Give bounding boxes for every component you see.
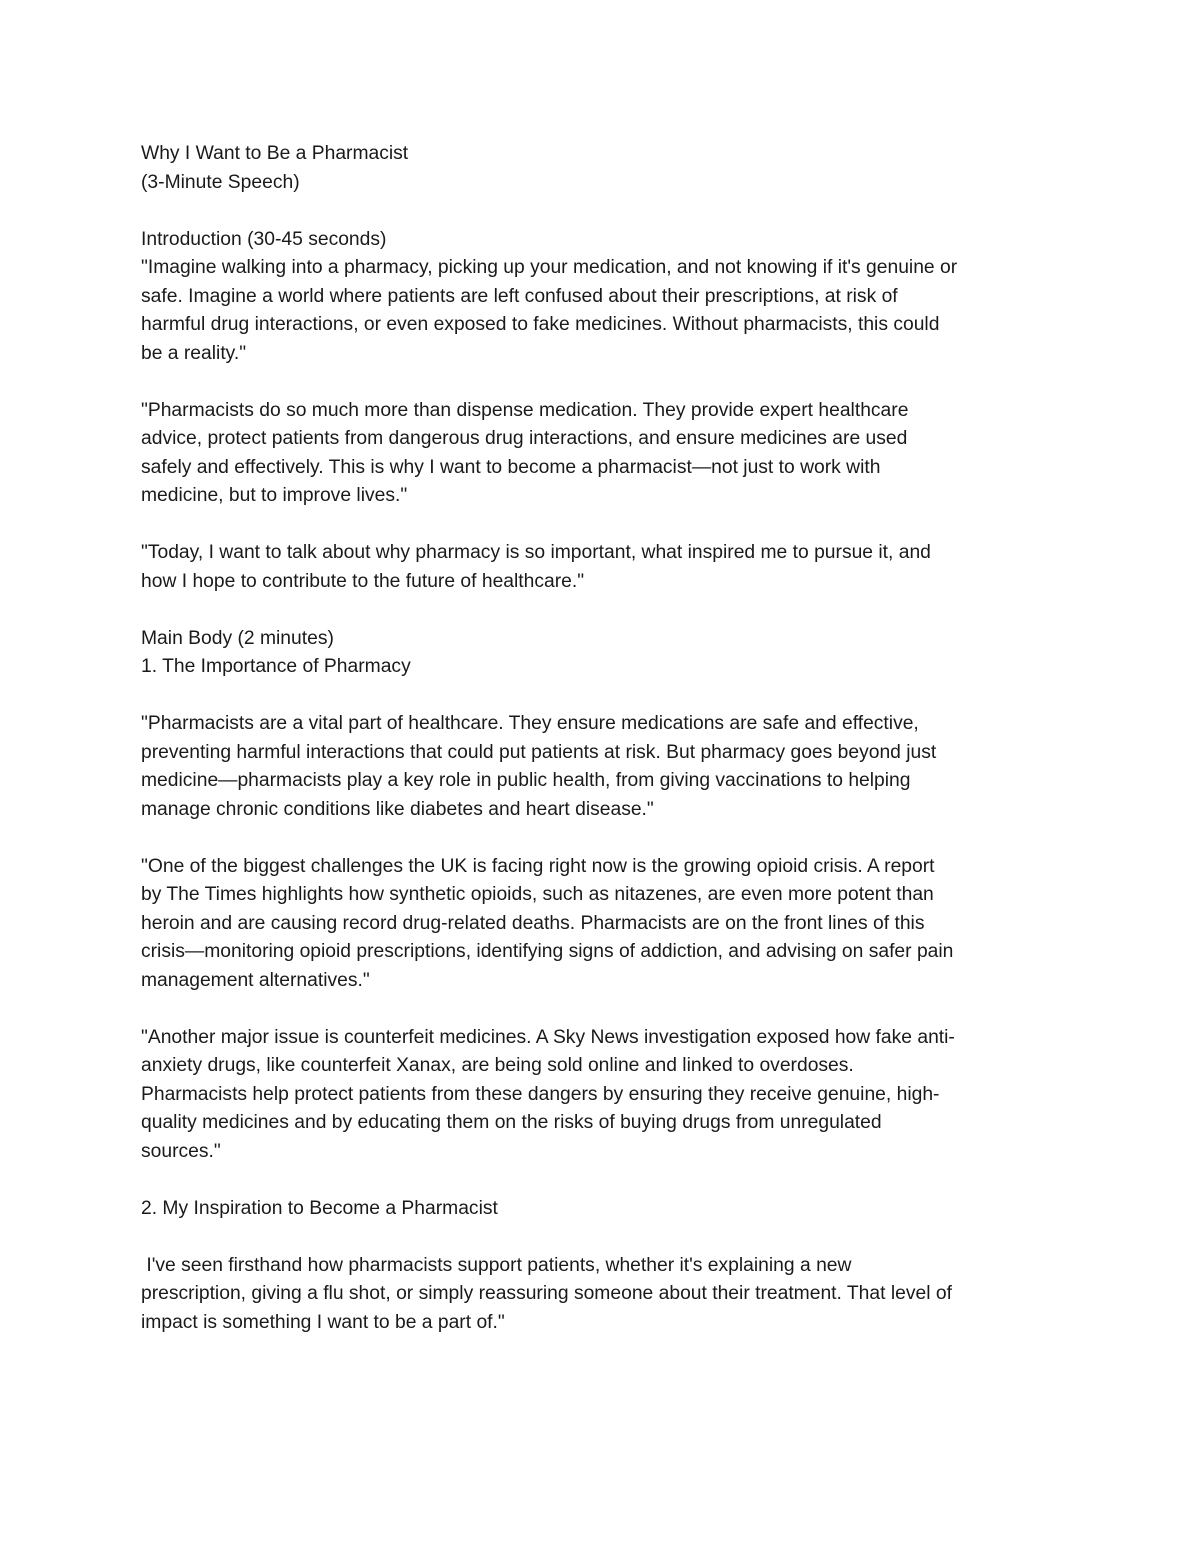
text-line: manage chronic conditions like diabetes and heart disease." (141, 798, 654, 820)
document-subtitle: (3-Minute Speech) (141, 171, 300, 193)
text-line: advice, protect patients from dangerous drug interactions, and ensure medicines are used (141, 428, 908, 449)
text-line: sources." (141, 1140, 221, 1162)
text-line: quality medicines and by educating them on the risks of buying drugs from unregulated (141, 1112, 882, 1133)
text-line: safely and effectively. This is why I want to become a pharmacist—not just to work with (141, 456, 881, 478)
intro-paragraph-3 (141, 539, 1061, 596)
text-line: "Today, I want to talk about why pharmacy is so important, what inspired me to pursue it, and (141, 542, 931, 563)
spacer (141, 824, 1061, 853)
text-line: anxiety drugs, like counterfeit Xanax, are being sold online and linked to overdoses. (141, 1055, 854, 1076)
point-2-heading: 2. My Inspiration to Become a Pharmacist (141, 1197, 498, 1219)
text-line: heroin and are causing record drug-related deaths. Pharmacists are on the front lines of this (141, 912, 925, 934)
text-line: harmful drug interactions, or even exposed to fake medicines. Without pharmacists, this could (141, 314, 940, 335)
text-line: how I hope to contribute to the future of healthcare." (141, 570, 585, 592)
spacer (141, 197, 1061, 226)
point-1-heading: 1. The Importance of Pharmacy (141, 656, 411, 677)
spacer (141, 995, 1061, 1024)
text-line: "Pharmacists do so much more than dispense medication. They provide expert healthcare (141, 399, 909, 421)
introduction-heading: Introduction (30-45 seconds) (141, 228, 387, 250)
text-line: safe. Imagine a world where patients are left confused about their prescriptions, at risk of (141, 285, 898, 307)
text-line: Pharmacists help protect patients from these dangers by ensuring they receive genuine, high- (141, 1083, 940, 1105)
spacer (141, 511, 1061, 540)
text-line: by The Times highlights how synthetic opioids, such as nitazenes, are even more potent than (141, 884, 934, 905)
text-line: prescription, giving a flu shot, or simply reassuring someone about their treatment. That level of (141, 1283, 952, 1304)
intro-paragraph-2 (141, 397, 1061, 511)
spacer (141, 1166, 1061, 1195)
text-line: preventing harmful interactions that could put patients at risk. But pharmacy goes beyond just (141, 741, 937, 763)
text-line: "Imagine walking into a pharmacy, picking up your medication, and not knowing if it's genuine or (141, 257, 958, 278)
point-1-paragraph-2 (141, 853, 1061, 996)
text-line: I've seen firsthand how pharmacists support patients, whether it's explaining a new (141, 1254, 852, 1276)
text-line: "One of the biggest challenges the UK is facing right now is the growing opioid crisis. A report (141, 855, 935, 877)
point-1-paragraph-1 (141, 710, 1061, 824)
spacer (141, 682, 1061, 711)
main-body-heading: Main Body (2 minutes) (141, 627, 334, 649)
text-line: "Pharmacists are a vital part of healthcare. They ensure medications are safe and effective, (141, 713, 919, 734)
spacer (141, 596, 1061, 625)
intro-paragraph-1 (141, 254, 1061, 368)
document-body (141, 140, 1061, 1337)
text-line: management alternatives." (141, 969, 370, 991)
point-2-paragraph-1 (141, 1252, 1061, 1338)
text-line: be a reality." (141, 342, 247, 364)
document-title: Why I Want to Be a Pharmacist (141, 143, 409, 164)
text-line: medicine—pharmacists play a key role in public health, from giving vaccinations to helping (141, 770, 911, 791)
text-line: "Another major issue is counterfeit medicines. A Sky News investigation exposed how fake anti- (141, 1026, 955, 1048)
text-line: crisis—monitoring opioid prescriptions, identifying signs of addiction, and advising on safer pain (141, 941, 954, 962)
spacer (141, 368, 1061, 397)
text-line: impact is something I want to be a part of." (141, 1311, 505, 1333)
spacer (141, 1223, 1061, 1252)
point-1-paragraph-3 (141, 1024, 1061, 1167)
text-line: medicine, but to improve lives." (141, 485, 408, 506)
